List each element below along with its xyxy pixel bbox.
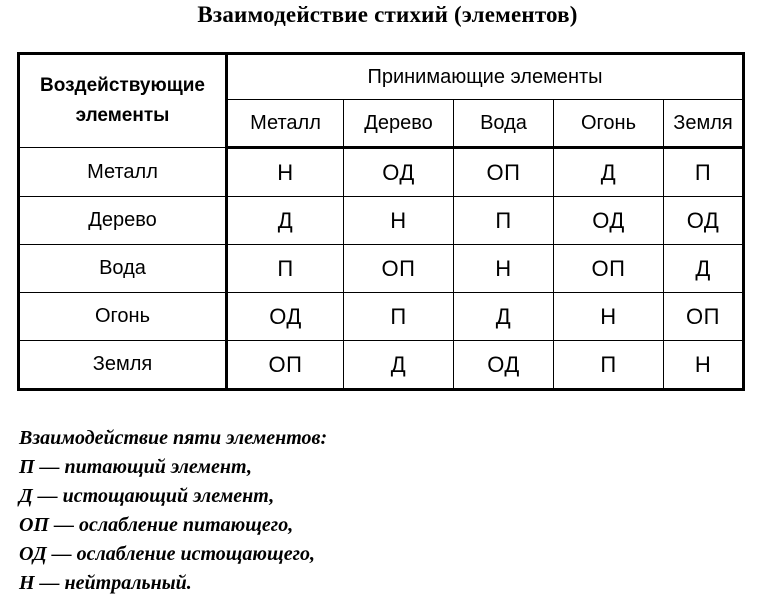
table-cell: Н [554,293,664,341]
table-cell: ОД [227,293,344,341]
table-cell: ОП [554,245,664,293]
table-row [19,341,744,390]
table-cell: Д [344,341,454,390]
table-cell: П [454,197,554,245]
legend-item: ОД — ослабление истощающего, [19,543,315,565]
table-cell: ОД [664,197,744,245]
table-cell: Д [554,148,664,197]
legend-item: Н — нейтральный. [19,572,192,594]
receiving-elements-header: Принимающие элементы [227,54,744,100]
table-cell: Н [454,245,554,293]
column-header: Металл [227,100,344,148]
column-header: Вода [454,100,554,148]
table-cell: Д [227,197,344,245]
table-cell: Д [664,245,744,293]
legend-item: ОП — ослабление питающего, [19,514,294,536]
table-cell: П [344,293,454,341]
column-header: Земля [664,100,744,148]
column-header: Огонь [554,100,664,148]
table-row [19,148,744,197]
table-cell: П [227,245,344,293]
table-cell: ОД [344,148,454,197]
table-cell: ОД [454,341,554,390]
corner-header: Воздействующие элементы [19,54,227,148]
row-header: Огонь [19,293,227,341]
legend-item: П — питающий элемент, [19,456,253,478]
column-header: Дерево [344,100,454,148]
table-cell: ОП [454,148,554,197]
row-header: Металл [19,148,227,197]
table-cell: Д [454,293,554,341]
table-cell: Н [344,197,454,245]
table-cell: П [664,148,744,197]
row-header: Дерево [19,197,227,245]
table-row [19,245,744,293]
table-cell: П [554,341,664,390]
page-title: Взаимодействие стихий (элементов) [197,2,578,27]
table-cell: ОП [227,341,344,390]
legend-heading: Взаимодействие пяти элементов: [19,427,328,449]
legend-item: Д — истощающий элемент, [19,485,275,507]
table-cell: ОД [554,197,664,245]
row-header: Вода [19,245,227,293]
interaction-table [17,52,745,391]
legend [19,424,327,598]
table-row [19,197,744,245]
table-cell: ОП [344,245,454,293]
table-cell: Н [227,148,344,197]
table-cell: Н [664,341,744,390]
row-header: Земля [19,341,227,390]
table-row [19,293,744,341]
table-cell: ОП [664,293,744,341]
